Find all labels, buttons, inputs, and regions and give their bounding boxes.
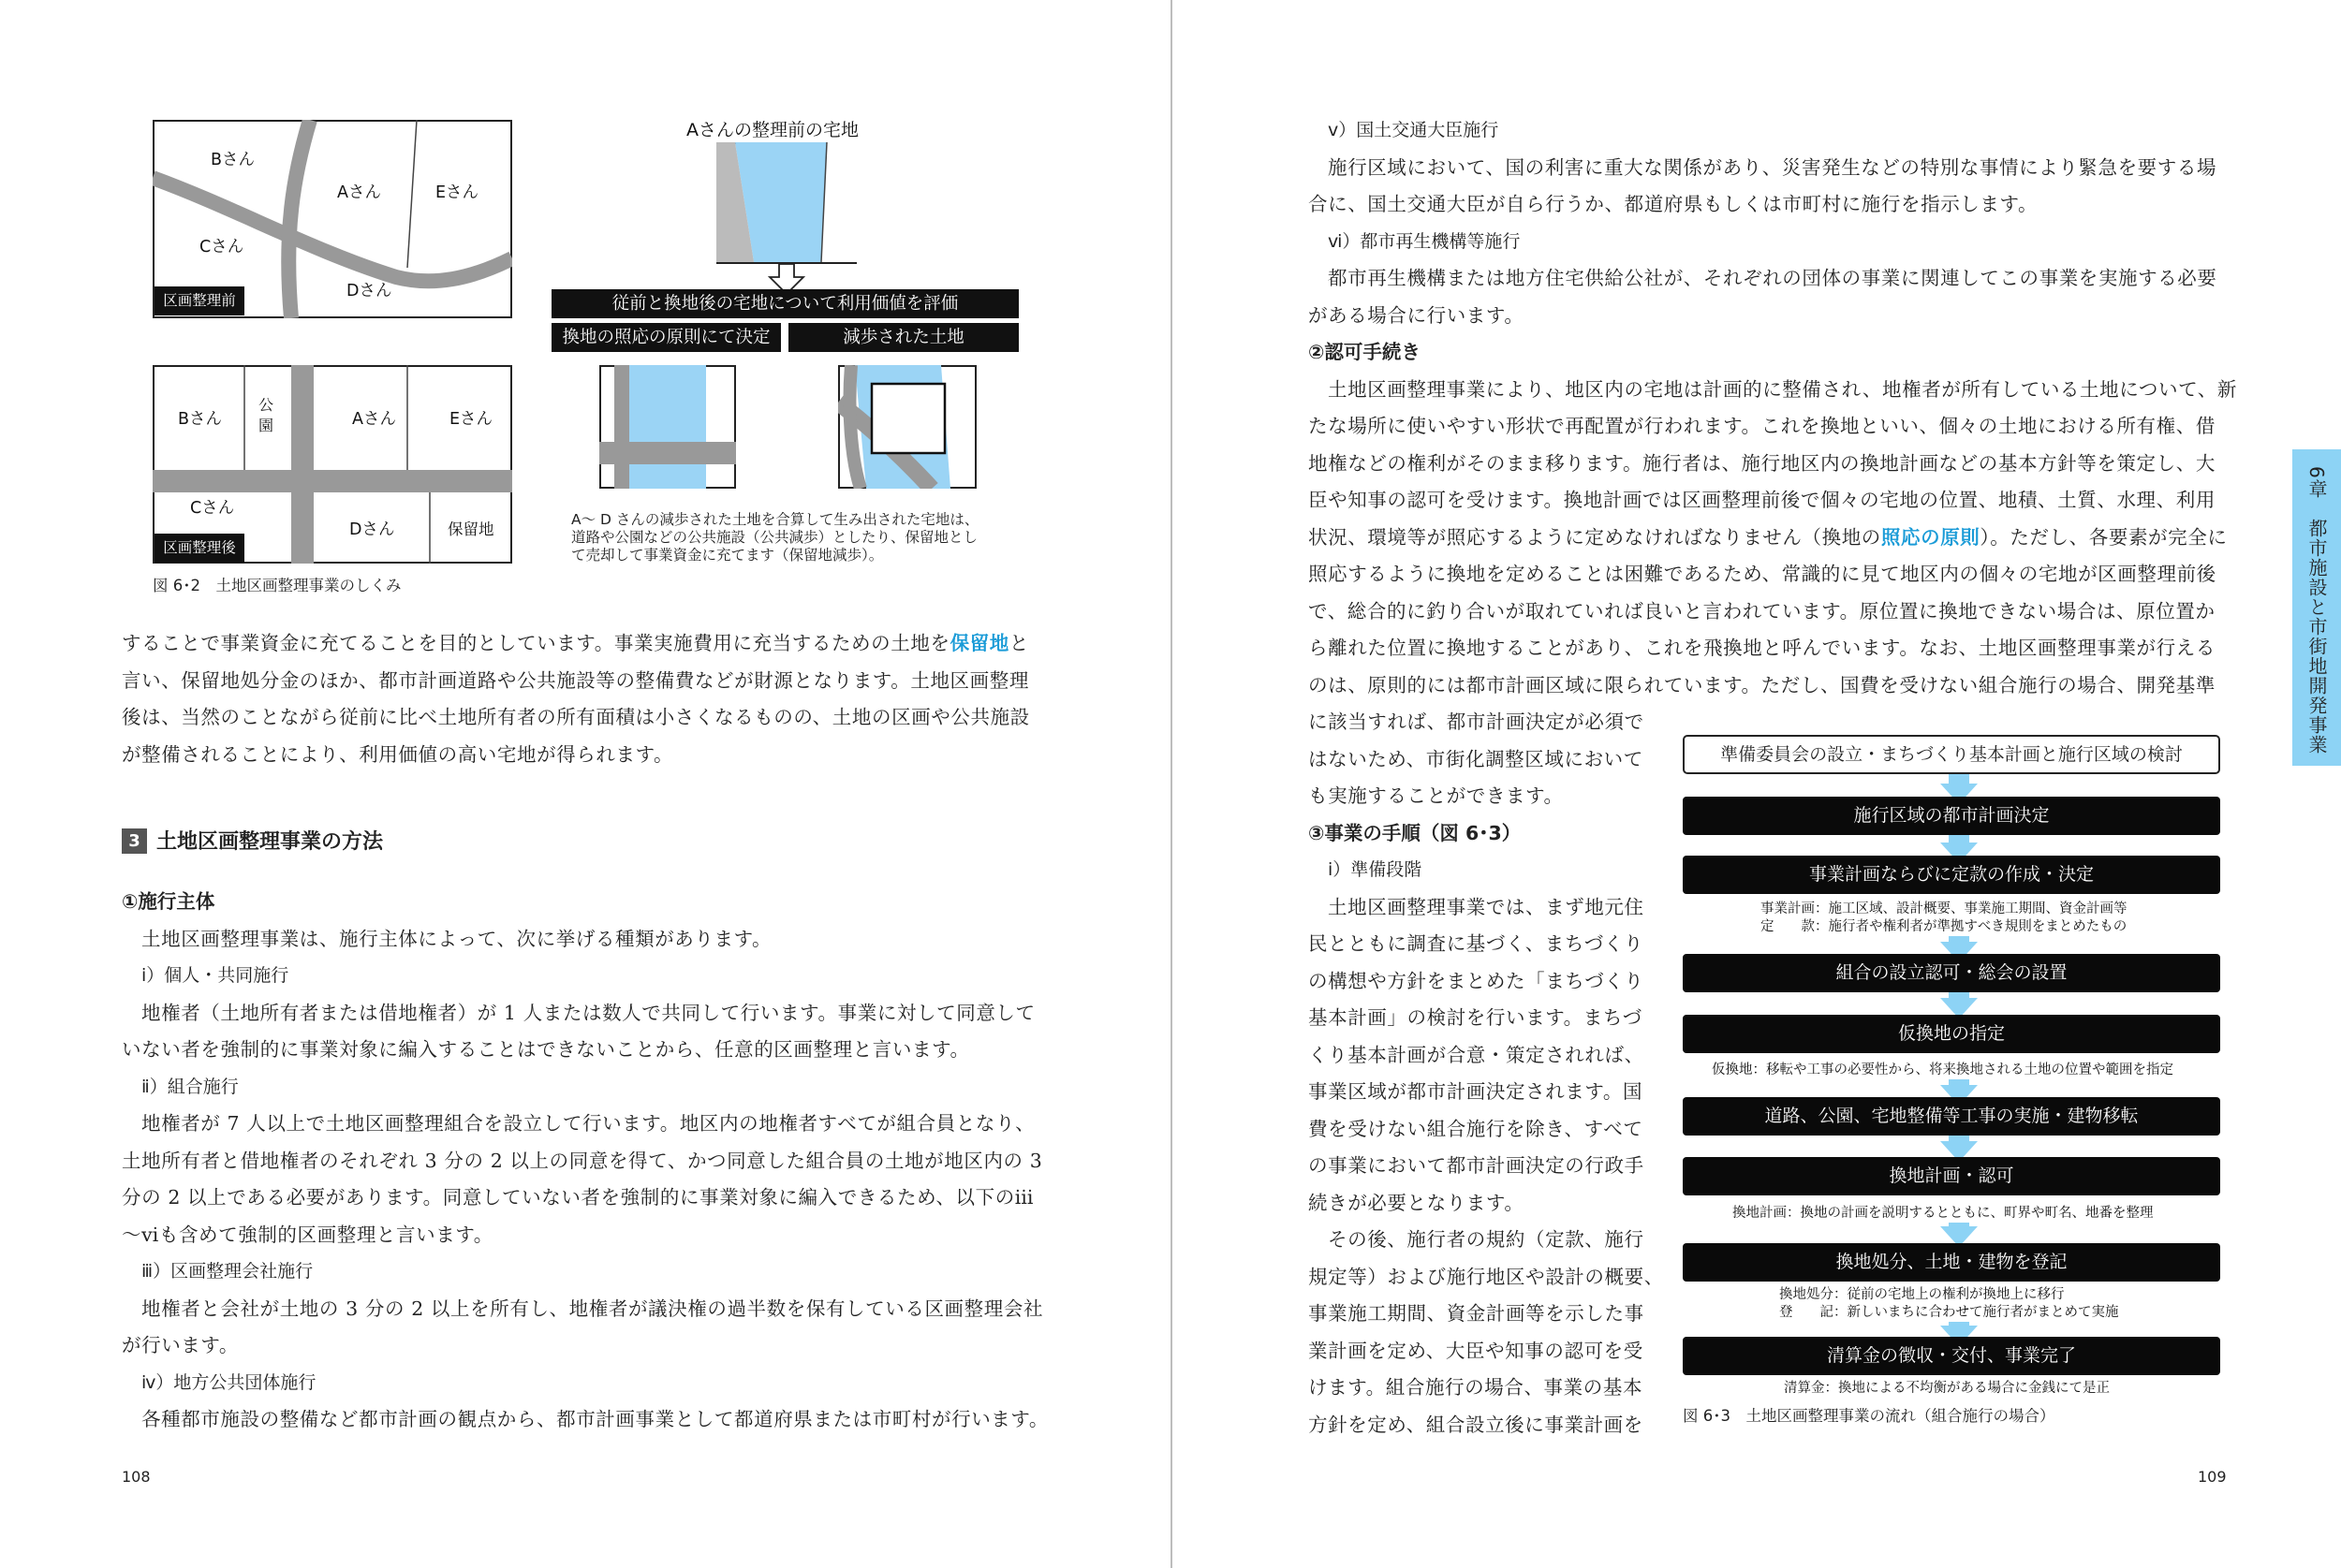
text-line: の事業において都市計画決定の行政手: [1308, 1154, 1644, 1177]
subheading-individual: ⅰ）個人・共同施行: [141, 965, 289, 986]
text-line: 地権者と会社が土地の 3 分の 2 以上を所有し、地権者が議決権の過半数を保有している区画整理会社: [141, 1297, 1044, 1320]
text-line: 事業施工期間、資金計画等を示した事: [1308, 1302, 1644, 1325]
flow-step-temporary-replot: 仮換地の指定: [1683, 1015, 2220, 1053]
subheading-minister: ⅴ）国土交通大臣施行: [1328, 120, 1499, 140]
flow-step-preparation: 準備委員会の設立・まちづくり基本計画と施行区域の検討: [1683, 735, 2220, 774]
text-line: で、総合的に釣り合いが取れていれば良いと言われています。原位置に換地できない場合は、原位置か: [1308, 599, 2216, 623]
flow-step-replot-plan: 換地計画・認可: [1683, 1157, 2220, 1195]
text-line: 民とともに調査に基づく、まちづくり: [1308, 932, 1644, 955]
after-label-a: Aさん: [352, 410, 396, 429]
subheading-association: ⅱ）組合施行: [141, 1076, 239, 1097]
figure-note-line: A～ D さんの減歩された土地を合算して生み出された宅地は、: [571, 511, 979, 528]
text-line: が行います。: [122, 1334, 239, 1356]
text-line: 後は、当然のことながら従前に比べ土地所有者の所有面積は小さくなるものの、土地の区画や公共施設: [122, 706, 1030, 728]
text-line: も実施することができます。: [1308, 784, 1564, 807]
section-heading: [122, 826, 383, 856]
eval-bar: 従前と換地後の宅地について利用価値を評価: [552, 289, 1019, 318]
after-label-park: 公 園: [258, 396, 274, 434]
text-line: 方針を定め、組合設立後に事業計画を: [1308, 1413, 1643, 1436]
text-line: 土地区画整理事業では、まず地元住: [1328, 895, 1644, 918]
text-line: 土地区画整理事業は、施行主体によって、次に挙げる種類があります。: [141, 927, 773, 950]
before-label-a: Aさん: [337, 183, 381, 202]
text-line: たな場所に使いやすい形状で再配置が行われます。これを換地といい、個々の土地における所有権、借: [1308, 415, 2216, 437]
text-line: けます。組合施行の場合、事業の基本: [1308, 1376, 1643, 1399]
text-line: 分の 2 以上である必要があります。同意していない者を強制的に事業対象に編入できるため、以下のⅲ: [122, 1186, 1035, 1209]
text-line: はないため、市街化調整区域において: [1308, 747, 1643, 770]
text-line: の構想や方針をまとめた「まちづくり: [1308, 969, 1644, 992]
before-label-b: Bさん: [211, 151, 256, 169]
text-line: に該当すれば、都市計画決定が必須で: [1308, 711, 1644, 733]
after-tag: 区画整理後: [155, 534, 244, 563]
text-line: 各種都市施設の整備など都市計画の観点から、都市計画事業として都道府県または市町村が行います。: [141, 1408, 1049, 1430]
flow-note: 定 款：施行者や権利者が準拠すべき規則をまとめたもの: [1760, 919, 2128, 934]
before-tag: 区画整理前: [155, 286, 244, 315]
text-line: 照応するように換地を定めることは困難であるため、常識的に見て地区内の個々の宅地が区画整理前後: [1308, 563, 2216, 585]
flow-step-settlement: 清算金の徴収・交付、事業完了: [1683, 1337, 2220, 1375]
figure-top-title: Aさんの整理前の宅地: [686, 120, 859, 140]
text-line: 業計画を定め、大臣や知事の認可を受: [1308, 1339, 1643, 1362]
bar-left: 換地の照応の原則にて決定: [552, 323, 781, 352]
figure-caption: 図 6･3 土地区画整理事業の流れ（組合施行の場合）: [1683, 1407, 2055, 1425]
chapter-tab: 6章 都市施設と市街地開発事業: [2292, 449, 2341, 766]
text-span: 状況、環境等が照応するように定めなければなりません（換地の: [1308, 525, 1881, 549]
left-page: [0, 0, 1170, 1568]
subheading-operator: ①施行主体: [122, 890, 215, 913]
text-line: 地権などの権利がそのまま移ります。施行者は、施行地区内の換地計画などの基本方針等を策定し、大: [1308, 451, 2216, 475]
paragraph-reserve-land: [122, 625, 1030, 773]
before-label-d: Dさん: [346, 282, 392, 300]
figure-caption: 図 6･2 土地区画整理事業のしくみ: [153, 577, 402, 594]
text-line: 規定等）および施行地区や設計の概要、: [1308, 1265, 1664, 1288]
flow-arrow-stem: [1949, 774, 1969, 784]
subheading-approval: ②認可手続き: [1308, 341, 1421, 363]
text-line: くり基本計画が合意・策定されれば、: [1308, 1043, 1644, 1066]
flow-note: 事業計画：施工区域、設計概要、事業施工期間、資金計画等: [1760, 901, 2128, 916]
flow-note: 登 記：新しいまちに合わせて施行者がまとめて実施: [1779, 1305, 2119, 1320]
bar-right: 減歩された土地: [788, 323, 1019, 352]
text-line: 言い、保留地処分金のほか、都市計画道路や公共施設等の整備費などが財源となります。土地区画整理: [122, 668, 1029, 692]
flow-step-association: 組合の設立認可・総会の設置: [1683, 954, 2220, 992]
parcel-a-before: [716, 142, 857, 264]
highlight-principle: 照応の原則: [1880, 525, 1980, 549]
flow-step-business-plan: 事業計画ならびに定款の作成・決定: [1683, 856, 2220, 894]
text-line: いない者を強制的に事業対象に編入することはできないことから、任意的区画整理と言います。: [122, 1038, 970, 1061]
text-line: 地権者が 7 人以上で土地区画整理組合を設立して行います。地区内の地権者すべてが組合員となり、: [141, 1112, 1036, 1135]
text-line: 臣や知事の認可を受けます。換地計画では区画整理前後で個々の宅地の位置、地積、土質、水理、利用: [1308, 489, 2216, 511]
figure-note: [571, 511, 979, 564]
highlight-reserve-land: 保留地: [950, 632, 1009, 654]
text-line: のは、原則的には都市計画区域に限られています。ただし、国費を受けない組合施行の場合、開発基準: [1308, 673, 2216, 696]
subheading-company: ⅲ）区画整理会社施行: [141, 1261, 314, 1282]
flow-note: 清算金：換地による不均衡がある場合に金銭にて是正: [1784, 1381, 2110, 1396]
flow-step-replot-disposal: 換地処分、土地・建物を登記: [1683, 1243, 2220, 1282]
text-line: [1308, 520, 2245, 557]
after-label-d: Dさん: [349, 520, 395, 539]
text-line: 続きが必要となります。: [1308, 1191, 1524, 1214]
page-number: 109: [2198, 1468, 2227, 1486]
text-line: が整備されることにより、利用価値の高い宅地が得られます。: [122, 742, 674, 766]
flow-step-construction: 道路、公園、宅地整備等工事の実施・建物移転: [1683, 1097, 2220, 1136]
text-line: 土地区画整理事業により、地区内の宅地は計画的に整備され、地権者が所有している土地について、新: [1328, 377, 2238, 401]
figure-note-line: て売却して事業資金に充てます（保留地減歩）。: [571, 547, 884, 564]
flow-note: 換地計画：換地の計画を説明するとともに、町界や町名、地番を整理: [1732, 1206, 2154, 1221]
section-number: 3: [122, 828, 147, 854]
after-label-c: Cさん: [190, 499, 235, 518]
text-line: 施行区域において、国の利害に重大な関係があり、災害発生などの特別な事情により緊急を要する場: [1328, 155, 2217, 179]
subheading-procedure: ③事業の手順（図 6･3）: [1308, 821, 1522, 844]
text-line: 基本計画」の検討を行います。まちづ: [1308, 1006, 1642, 1029]
subheading-ur: ⅵ）都市再生機構等施行: [1328, 230, 1521, 252]
flow-note: 仮換地：移転や工事の必要性から、将来換地される土地の位置や範囲を指定: [1712, 1062, 2173, 1077]
text-line: ～ⅵも含めて強制的区画整理と言います。: [122, 1223, 493, 1246]
text-line: 費を受けない組合施行を除き、すべて: [1308, 1117, 1643, 1140]
subheading-preparation: ⅰ）準備段階: [1328, 859, 1422, 880]
flow-step-city-plan: 施行区域の都市計画決定: [1683, 797, 2220, 835]
section-title: 土地区画整理事業の方法: [156, 830, 384, 854]
text-line: 合に、国土交通大臣が自ら行うか、都道府県もしくは市町村に施行を指示します。: [1308, 193, 2039, 215]
text-span: ）。ただし、各要素が完全に: [1980, 525, 2228, 549]
parcel-after-exchange: [599, 365, 736, 489]
before-label-c: Cさん: [199, 238, 244, 256]
after-label-reserve: 保留地: [448, 520, 494, 538]
text-line: 地権者（土地所有者または借地権者）が 1 人または数人で共同して行います。事業に対して同意して: [141, 1001, 1036, 1024]
text-span: することで事業資金に充てることを目的としています。事業実施費用に充当するための土地を: [122, 632, 950, 654]
text-line: 土地所有者と借地権者のそれぞれ 3 分の 2 以上の同意を得て、かつ同意した組合員の土地が地区内の 3: [122, 1149, 1043, 1172]
text-line: 都市再生機構または地方住宅供給公社が、それぞれの団体の事業に関連してこの事業を実施する必要: [1328, 267, 2217, 289]
text-line: がある場合に行います。: [1308, 303, 1524, 327]
text-span: と: [1009, 632, 1029, 654]
text-line: ら離れた位置に換地することがあり、これを飛換地と呼んでいます。なお、土地区画整理事業が行える: [1308, 637, 2216, 659]
before-label-e: Eさん: [435, 183, 479, 202]
flow-note: 換地処分：従前の宅地上の権利が換地上に移行: [1779, 1287, 2065, 1302]
subheading-local-gov: ⅳ）地方公共団体施行: [141, 1371, 317, 1393]
figure-note-line: 道路や公園などの公共施設（公共減歩）としたり、保留地とし: [571, 529, 979, 546]
text-line: その後、施行者の規約（定款、施行: [1328, 1228, 1644, 1251]
text-line: 事業区域が都市計画決定されます。国: [1308, 1080, 1643, 1103]
left-body: [122, 884, 1058, 1439]
page-number: 108: [122, 1468, 151, 1486]
after-label-b: Bさん: [178, 410, 223, 429]
parcel-reduced: [838, 365, 977, 489]
text-line: [122, 625, 1030, 663]
after-label-e: Eさん: [449, 410, 493, 429]
